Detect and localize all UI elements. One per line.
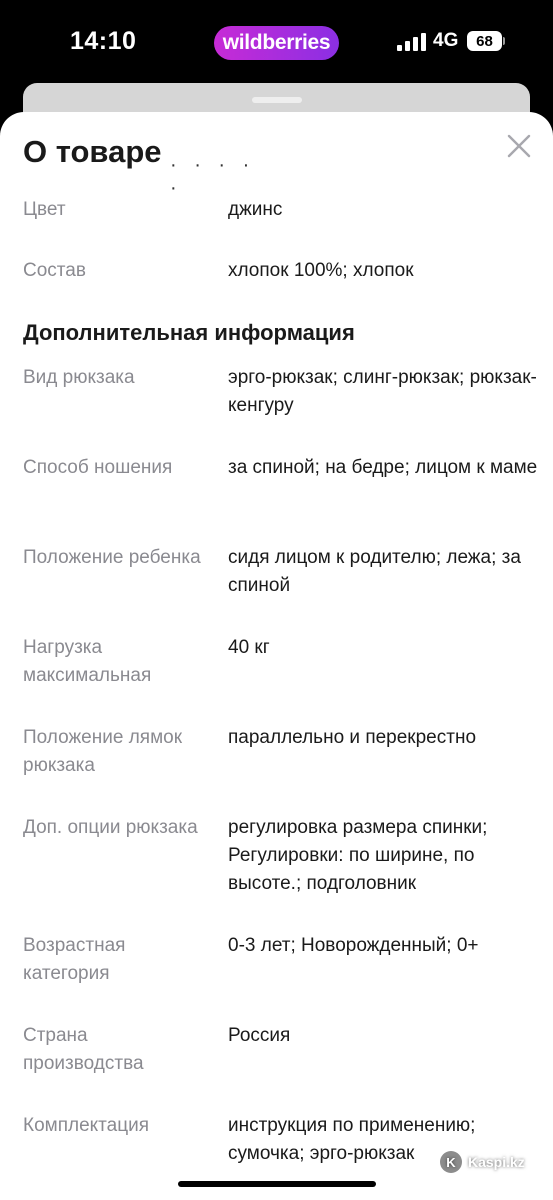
attribute-label: Нагрузка максимальная: [23, 637, 152, 686]
attribute-label: Комплектация: [23, 1115, 150, 1136]
background-sheet-handle[interactable]: [252, 97, 302, 103]
attribute-value: регулировка размера спинки; Регулировки: по ширине, по высоте.; подголовник: [228, 817, 488, 894]
attribute-value: эрго-рюкзак; слинг-рюкзак; рюкзак-кенгуру: [228, 367, 537, 416]
kaspi-watermark: [440, 1151, 525, 1173]
attribute-label: Состав: [23, 260, 86, 281]
attribute-label: Вид рюкзака: [23, 367, 135, 388]
attribute-label: Доп. опции рюкзака: [23, 817, 198, 838]
attribute-value: джинс: [228, 199, 283, 220]
attribute-value: хлопок 100%; хлопок: [228, 260, 414, 281]
home-indicator[interactable]: [178, 1181, 376, 1187]
cellular-signal-icon: [397, 33, 427, 51]
attribute-value: параллельно и перекрестно: [228, 727, 477, 748]
attribute-value: Россия: [228, 1025, 291, 1046]
attribute-value: инструкция по применению; сумочка; эрго-рюкзак: [228, 1115, 476, 1164]
status-bar: [0, 0, 553, 84]
sheet-title: О товаре: [23, 134, 162, 169]
attribute-value: 40 кг: [228, 637, 270, 658]
battery-icon: [467, 31, 505, 51]
attribute-label: Положение лямок рюкзака: [23, 727, 183, 776]
app-pill-wildberries[interactable]: wildberries: [214, 26, 339, 60]
attribute-value: сидя лицом к родителю; лежа; за спиной: [228, 547, 521, 596]
attribute-label: Положение ребенка: [23, 547, 201, 568]
close-icon[interactable]: [505, 132, 533, 160]
kaspi-logo-icon: K: [440, 1151, 462, 1173]
battery-level: 68: [467, 31, 502, 51]
attribute-label: Страна производства: [23, 1025, 144, 1074]
attribute-label: Цвет: [23, 199, 66, 220]
attribute-value: 0-3 лет; Новорожденный; 0+: [228, 935, 479, 956]
attribute-value: за спиной; на бедре; лицом к маме: [228, 457, 538, 478]
section-heading-additional-info: Дополнительная информация: [23, 320, 355, 345]
status-time: 14:10: [70, 27, 137, 55]
network-type: 4G: [433, 30, 459, 51]
watermark-text: Kaspi.kz: [468, 1154, 525, 1170]
attribute-label: Способ ношения: [23, 457, 173, 478]
product-info-sheet: [0, 112, 553, 1200]
clipped-scrolled-text: · · · · ·: [170, 154, 256, 199]
attribute-label: Возрастная категория: [23, 935, 126, 984]
